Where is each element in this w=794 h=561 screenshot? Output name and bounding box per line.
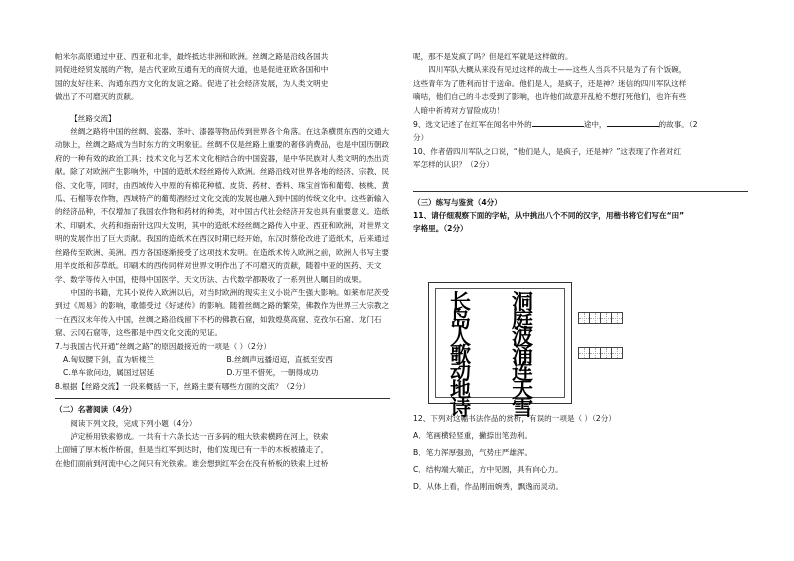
cal-char: 诗 xyxy=(450,394,471,420)
q12-option-b[interactable]: B．笔力浑厚强劲，气势庄严雄浑。 xyxy=(413,448,533,457)
question-7-stem: 7.与我国古代开通“丝绸之路”的原因最接近的一项是（ ）（2分） xyxy=(55,341,271,351)
section-2-title: （二）名著阅读（4分） xyxy=(55,405,137,415)
intro-line-1: 帕米尔高原通过中亚、西亚和北非，最终抵达非洲和欧洲。丝绸之路是沿线各国共 xyxy=(55,52,329,61)
q12-option-a[interactable]: A．笔画横轻竖重，撇捺出笔劲利。 xyxy=(413,431,533,440)
answer-grid-row-1 xyxy=(578,312,622,324)
passage-line-2: 上面铺了厚木板作桥面，但是当红军到达时，他们发现已有一半的木板被撬走了， xyxy=(55,445,329,455)
passage-para-line-3: 嘀咕，他们自己的斗志受到了影响，也许他们故意开乱枪不想打死他们，也许有些 xyxy=(413,92,687,102)
cal-char: 地 xyxy=(450,376,471,402)
cal-char: 波 xyxy=(512,324,533,350)
cal-char: 雪 xyxy=(512,394,533,420)
cal-char: 涌 xyxy=(512,341,533,367)
calligraphy-artwork xyxy=(428,282,572,420)
question-11-line-1: 11、请仔细观察下面的字帖，从中挑出八个不同的汉字，用楷书将它们写在“田” xyxy=(413,211,685,221)
answer-cell[interactable] xyxy=(611,347,623,359)
paragraph-1: 丝绸之路将中国的丝绸、瓷器、茶叶、漆器等物品传到世界各个角落。在这条横贯东西的交通大动脉上，丝绸之路成为当时东方的文明象征。丝绸不仅是丝路上重要的奢侈消费品，也是中国历朝政府的一种有效的政治工具；技术文化与艺术文化相结合的中国瓷器，是中华民族对人类文明的杰出贡献。除了对欧洲产生影响外，中国的造纸术经丝路传入欧洲。丝路沿线对世界各地的经济、宗教、民俗、文化等，同时，由西域传入中原的有棉花种植、皮货、药材、香料、珠宝首饰和葡萄、核桃、黄瓜、石榴等农作物，西域特产的葡萄酒经过文化交流的发展也融入到中国的传统文化中。这些新输入的经济品种，不仅增加了我国农作物和药材的种类，对中国古代社会经济开发也具有重要意义。造纸术、印刷术、火药和指南针这四大发明，其中的造纸术经丝绸之路传入中亚、西亚和欧洲，对世界文明的发展作出了巨大贡献。我国的造纸术在西汉时期已经开始，东汉时蔡伦改进了造纸术，后来通过丝路传至欧洲、美洲。西方各国逐渐接受了这项技术发明。在造纸术传入欧洲之前，欧洲人书写主要用羊皮纸和莎草纸。印刷术的西传同样对世界文明作出了不可磨灭的贡献，随着中亚的医药、天文学、数学等传入中国，使得中国医学、天文历法、古代数学都吸收了一系列世人瞩目的成果。 xyxy=(55,127,390,284)
right-column xyxy=(413,50,748,236)
cal-char: 人 xyxy=(450,324,471,350)
question-10-line-1: 10、作者借四川军队之口说，“他们是人，是疯子，还是神？”这表现了作者对红 xyxy=(413,146,682,156)
passage-line-3: 在他们面前到河流中心之间只有光铁索。谁会想到红军会在没有桥板的铁索上过桥 xyxy=(55,458,329,468)
question-10-line-2: 军怎样的认识？（2分） xyxy=(413,160,494,170)
cal-char: 长 xyxy=(450,289,471,314)
section-3-title: （三）练写与鉴赏（4分） xyxy=(413,197,502,207)
passage-para-line-1: 四川军队大概从来没有见过这样的战士——这些人当兵不只是为了有个饭碗， xyxy=(428,65,687,75)
calligraphy-right-column xyxy=(512,289,533,420)
q12-option-d[interactable]: D．从体上看，作品刚而婉秀，飘逸而灵动。 xyxy=(413,482,564,491)
q7-option-b[interactable]: B.丝绸声远播迢迢，直抵至安西 xyxy=(226,354,333,364)
answer-grid-row-2 xyxy=(578,347,622,359)
passage-para-line-2: 这些青年为了胜利而甘于送命。他们是人，是疯子，还是神？迷信的四川军队这样 xyxy=(413,78,687,88)
question-12 xyxy=(413,410,748,495)
question-11-line-2: 字格里。（2分） xyxy=(413,224,468,234)
divider xyxy=(55,398,390,399)
question-9: 9、选文记述了在红军在闻名中外的 途中， 的故事。（2 xyxy=(413,117,748,131)
divider-right xyxy=(413,191,748,192)
intro-line-4: 做出了不可磨灭的贡献。 xyxy=(55,92,139,102)
passage-continuation: 呢，那不是发疯了吗？但是红军就是这样做的。 xyxy=(413,52,573,61)
question-12-stem: 12、下列对这幅书法作品的赏析，有误的一项是（ ）（2分） xyxy=(413,414,616,423)
section-title-silk-road: 【丝路交流】 xyxy=(70,113,116,123)
answer-cell[interactable] xyxy=(611,312,623,324)
cal-char: 天 xyxy=(512,376,533,402)
passage-line-1: 泸定桥用铁索修成。一共有十六条长达一百多码的粗大铁索横跨在河上，铁索 xyxy=(70,431,329,441)
q7-option-d[interactable]: D.万里不惜死，一朝得成功 xyxy=(226,368,319,378)
question-7-options xyxy=(55,353,390,380)
cal-char: 歌 xyxy=(450,341,471,367)
calligraphy-left-column xyxy=(450,289,471,420)
q7-option-a[interactable]: A.匈奴腰下剑，直为斩楼兰 xyxy=(63,354,155,364)
section-2-instruction: 阅读下列文段，完成下列小题（4分） xyxy=(70,418,197,428)
paragraph-2: 中国的书籍，尤其小说传入欧洲以后，对当时欧洲的现实主义小说产生强大影响。如莱布尼茨受到过《周易》的影响，歌德受过《好逑传》的影响。随着丝绸之路的繁荣，佛教作为世界三大宗教之一在西汉末年传入中国，丝绸之路沿线留下不朽的佛教石窟，如敦煌莫高窟、克孜尔石窟、龙门石窟、云冈石窟等，这些都是中西文化交流的见证。 xyxy=(55,287,390,338)
cal-char: 连 xyxy=(512,359,533,385)
q12-option-c[interactable]: C．结构端大端正，方中见圆，具有向心力。 xyxy=(413,465,563,474)
intro-line-3: 国的友好往来、沟通东西方文化的友谊之路。促进了社会经济发展，为人类文明史 xyxy=(55,78,329,88)
left-column xyxy=(55,50,390,470)
cal-char: 岛 xyxy=(450,306,471,332)
cal-char: 动 xyxy=(450,359,471,385)
cal-char: 洞 xyxy=(512,289,533,314)
question-8: 8.根据【丝路交流】一段来概括一下，丝路主要有哪些方面的交流？（2分） xyxy=(55,381,311,391)
passage-para-line-4: 人暗中祈祷对方冒险成功！ xyxy=(413,105,505,115)
q9-blank-1[interactable] xyxy=(532,117,584,127)
q9-blank-2[interactable] xyxy=(607,117,659,127)
question-9-tail: 分） xyxy=(413,133,429,143)
q7-option-c[interactable]: C.单车欲问边，属国过居延 xyxy=(63,368,155,378)
intro-line-2: 同促进经贸发展的产物，是古代亚欧互通有无的商贸大道，也是促进亚欧各国和中 xyxy=(55,65,329,75)
cal-char: 庭 xyxy=(512,306,533,332)
